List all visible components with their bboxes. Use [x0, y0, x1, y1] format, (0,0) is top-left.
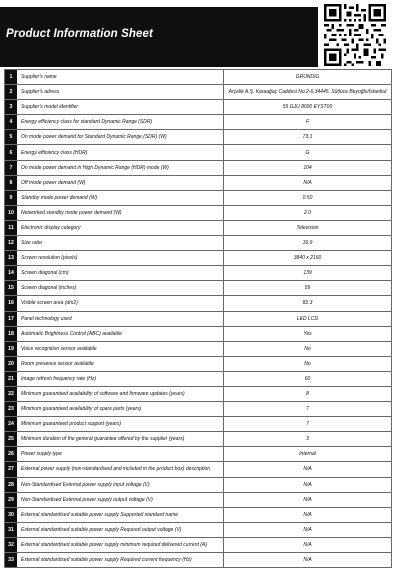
row-number: 6 — [5, 145, 17, 159]
table-row — [4, 432, 392, 447]
row-number: 10 — [5, 206, 17, 220]
row-label: Screen resolution (pixels) — [17, 251, 224, 265]
row-value: 104 — [303, 164, 312, 171]
sheet-header — [0, 0, 400, 70]
row-label: On mode power demand in High Dynamic Range (HDR) mode (W) — [17, 161, 224, 175]
row-label: Energy efficiency class (HDR) — [17, 145, 224, 159]
table-row — [4, 130, 392, 145]
row-label: Supplier's model identifier — [17, 100, 224, 114]
row-label: Screen diagonal (inches) — [17, 281, 224, 295]
row-number: 4 — [5, 115, 17, 129]
row-label: Minimum duration of the general guarantee offered by the supplier (years) — [17, 432, 224, 446]
row-label: External power supply (non-standardised and included in the product box) description — [17, 462, 224, 476]
row-value: N/A — [303, 179, 312, 186]
row-value: G — [305, 149, 310, 156]
row-number: 25 — [5, 432, 17, 446]
row-value: N/A — [303, 481, 312, 488]
row-label: Supplier's name — [17, 70, 224, 84]
row-number: 3 — [5, 100, 17, 114]
row-number: 13 — [5, 251, 17, 265]
table-row — [4, 387, 392, 402]
row-number: 20 — [5, 357, 17, 371]
row-number: 8 — [5, 176, 17, 190]
table-row — [4, 161, 392, 176]
row-value: 73.1 — [302, 134, 313, 141]
row-label: Minimum guaranteed availability of software and firmware updates (years) — [17, 387, 224, 401]
row-number: 16 — [5, 296, 17, 310]
row-label: Non-Standardised External power supply output voltage (V) — [17, 493, 224, 507]
row-number: 28 — [5, 478, 17, 492]
row-label: Networked standby mode power demand (W) — [17, 206, 224, 220]
row-number: 21 — [5, 372, 17, 386]
row-label: Non-Standardised External power supply input voltage (V) — [17, 478, 224, 492]
row-number: 14 — [5, 266, 17, 280]
row-value: Television — [296, 224, 319, 231]
table-row — [4, 176, 392, 191]
table-row — [4, 372, 392, 387]
table-row — [4, 296, 392, 311]
page-title: Product Information Sheet — [6, 28, 153, 40]
row-value: 3 — [306, 436, 309, 443]
row-value: N/A — [303, 541, 312, 548]
product-info-table — [4, 69, 392, 568]
row-value: LED LCD — [296, 315, 319, 322]
row-value: 55 — [304, 285, 311, 292]
table-row — [4, 493, 392, 508]
row-number: 26 — [5, 447, 17, 461]
row-value: N/A — [303, 526, 312, 533]
row-number: 32 — [5, 538, 17, 552]
row-value: N/A — [303, 466, 312, 473]
row-value: N/A — [303, 496, 312, 503]
table-row — [4, 206, 392, 221]
table-row — [4, 281, 392, 296]
row-label: Standby mode power demand (W) — [17, 191, 224, 205]
row-label: External standardised suitable power supply Required current frequency (Hz) — [17, 553, 224, 567]
row-number: 2 — [5, 85, 17, 99]
row-value: 7 — [306, 406, 309, 413]
row-number: 24 — [5, 417, 17, 431]
row-label: Power supply type — [17, 447, 224, 461]
table-row — [4, 312, 392, 327]
row-value: 8 — [306, 391, 309, 398]
row-number: 31 — [5, 523, 17, 537]
table-row — [4, 478, 392, 493]
table-row — [4, 523, 392, 538]
row-number: 23 — [5, 402, 17, 416]
table-row — [4, 553, 392, 568]
row-label: Minimum guaranteed availability of spare parts (years) — [17, 402, 224, 416]
table-row — [4, 251, 392, 266]
row-label: Size ratio — [17, 236, 224, 250]
table-row — [4, 402, 392, 417]
row-label: Automatic Brightness Control (ABC) available — [17, 327, 224, 341]
row-label: Supplier's adress — [17, 85, 224, 99]
row-number: 9 — [5, 191, 17, 205]
table-row — [4, 85, 392, 100]
row-label: Visible screen area (dm2) — [17, 296, 224, 310]
row-value: 2.0 — [304, 209, 311, 216]
row-value: Internal — [299, 451, 316, 458]
table-row — [4, 266, 392, 281]
row-value: F — [305, 119, 310, 126]
row-value: 0.50 — [302, 194, 313, 201]
table-row — [4, 236, 392, 251]
row-number: 7 — [5, 161, 17, 175]
row-number: 30 — [5, 508, 17, 522]
row-label: Off mode power demand (W) — [17, 176, 224, 190]
table-row — [4, 417, 392, 432]
row-label: External standardised suitable power supply Required output voltage (V) — [17, 523, 224, 537]
row-value: 139 — [303, 270, 312, 277]
row-value: GRUNDIG — [295, 74, 320, 81]
row-value: 82.3 — [302, 300, 313, 307]
row-value: N/A — [303, 557, 312, 564]
row-value: No — [304, 345, 311, 352]
row-value: N/A — [303, 511, 312, 518]
row-number: 12 — [5, 236, 17, 250]
row-label: Energy efficiency class for standard Dynamic Range (SDR) — [17, 115, 224, 129]
table-row — [4, 538, 392, 553]
table-row — [4, 221, 392, 236]
row-number: 5 — [5, 130, 17, 144]
table-row — [4, 462, 392, 477]
row-label: Electronic display category — [17, 221, 224, 235]
table-row — [4, 508, 392, 523]
row-number: 22 — [5, 387, 17, 401]
row-number: 19 — [5, 342, 17, 356]
row-value: 7 — [306, 421, 309, 428]
qr-code-icon — [322, 4, 388, 66]
row-number: 29 — [5, 493, 17, 507]
row-label: On mode power demand for Standard Dynamic Range (SDR) (W) — [17, 130, 224, 144]
table-row — [4, 342, 392, 357]
row-number: 11 — [5, 221, 17, 235]
row-value: Yes — [303, 330, 312, 337]
table-row — [4, 327, 392, 342]
row-value: No — [304, 360, 311, 367]
row-label: Room presence sensor available — [17, 357, 224, 371]
row-value: 55 GJU 8000 EYST00 — [282, 104, 333, 111]
table-row — [4, 191, 392, 206]
row-value: Arçelik A.Ş. Karaağaç Caddesi No:2-6,34445, Sütlüce Beyoğlu/İstanbul — [228, 89, 387, 96]
row-value: 16:9 — [302, 240, 313, 247]
table-row — [4, 115, 392, 130]
row-number: 1 — [5, 70, 17, 84]
row-label: Voice recognition sensor available — [17, 342, 224, 356]
table-row — [4, 145, 392, 160]
table-row — [4, 100, 392, 115]
row-number: 18 — [5, 327, 17, 341]
row-number: 27 — [5, 462, 17, 476]
table-row — [4, 447, 392, 462]
row-number: 33 — [5, 553, 17, 567]
row-label: Minimum guaranteed product support (years) — [17, 417, 224, 431]
row-label: External standardised suitable power supply Supported standard name — [17, 508, 224, 522]
row-label: Panel technology used — [17, 312, 224, 326]
row-number: 17 — [5, 312, 17, 326]
row-value: 3840 x 2160 — [293, 255, 322, 262]
row-label: Image refresh frequency rate (Hz) — [17, 372, 224, 386]
row-label: External standardised suitable power supply minimum required delivered current (A) — [17, 538, 224, 552]
row-number: 15 — [5, 281, 17, 295]
table-row — [4, 357, 392, 372]
table-row — [4, 70, 392, 85]
row-value: 60 — [304, 375, 311, 382]
row-label: Screen diagonal (cm) — [17, 266, 224, 280]
